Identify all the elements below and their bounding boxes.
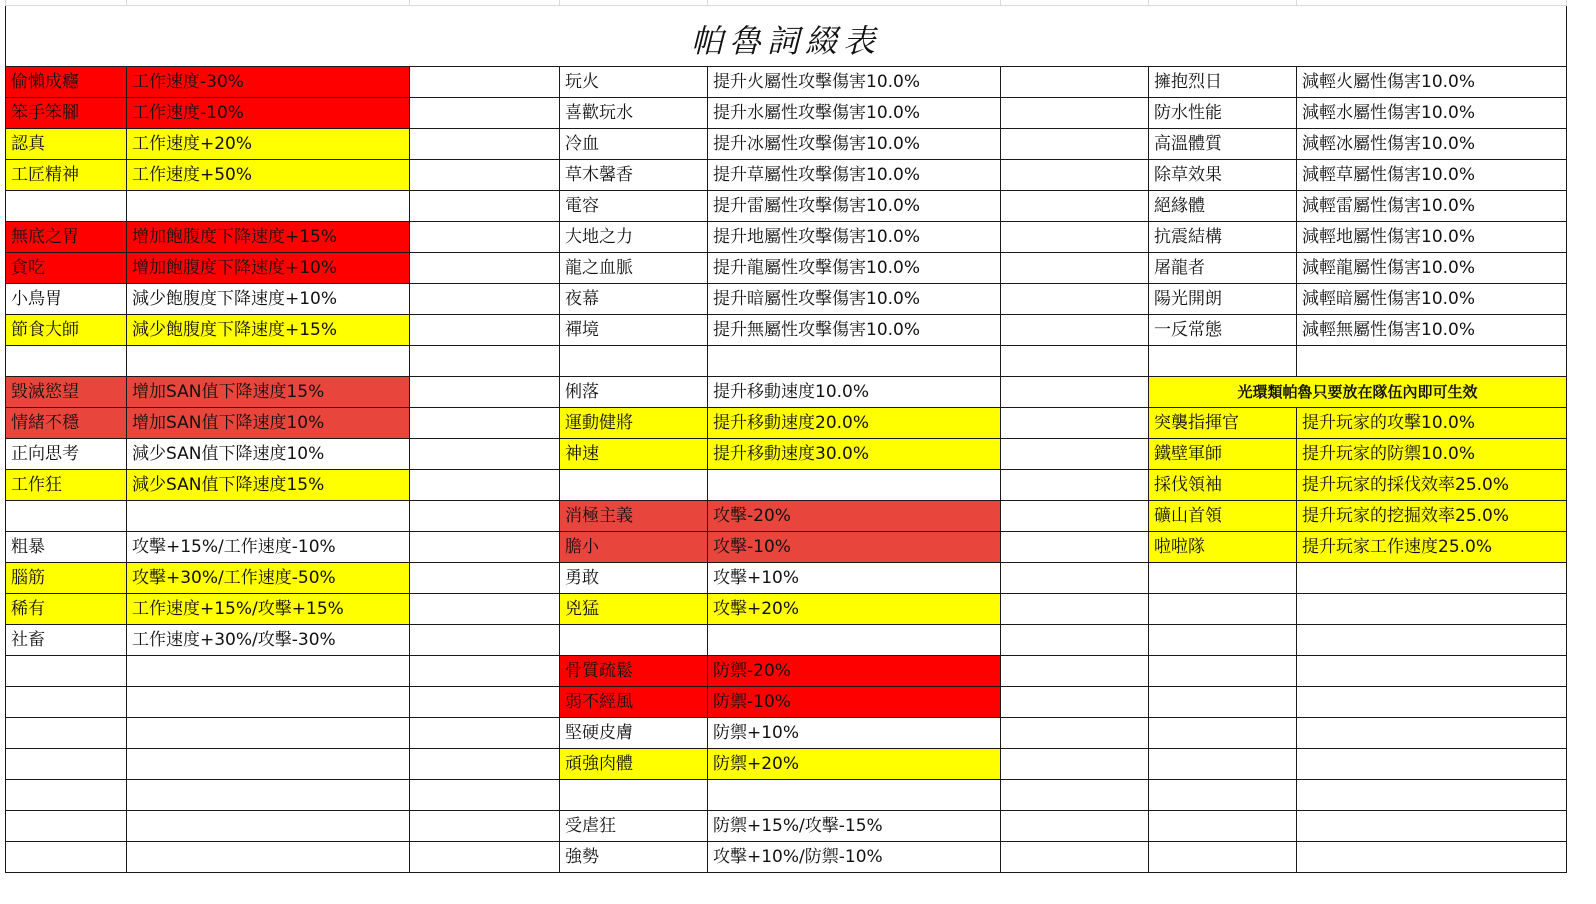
spacer-cell[interactable] (410, 780, 560, 811)
left-trait-effect[interactable]: 攻擊+15%/工作速度-10% (127, 532, 410, 563)
middle-trait-name[interactable]: 冷血 (560, 129, 708, 160)
left-trait-effect[interactable] (127, 191, 410, 222)
middle-trait-name[interactable]: 運動健將 (560, 408, 708, 439)
spacer-cell[interactable] (1001, 563, 1149, 594)
left-trait-name[interactable]: 毀滅慾望 (6, 377, 127, 408)
left-trait-effect[interactable]: 減少飽腹度下降速度+10% (127, 284, 410, 315)
spacer-cell[interactable] (410, 67, 560, 98)
spacer-cell[interactable] (1001, 811, 1149, 842)
left-trait-effect[interactable] (127, 656, 410, 687)
spacer-cell[interactable] (1001, 532, 1149, 563)
right-trait-effect[interactable]: 提升玩家工作速度25.0% (1297, 532, 1567, 563)
spacer-cell[interactable] (1001, 749, 1149, 780)
right-trait-effect[interactable]: 減輕暗屬性傷害10.0% (1297, 284, 1567, 315)
right-trait-effect[interactable]: 減輕雷屬性傷害10.0% (1297, 191, 1567, 222)
table-row (6, 439, 1567, 470)
left-trait-effect[interactable]: 增加SAN值下降速度15% (127, 377, 410, 408)
spacer-cell[interactable] (1001, 625, 1149, 656)
right-trait-name[interactable]: 防水性能 (1149, 98, 1297, 129)
right-trait-name[interactable] (1149, 718, 1297, 749)
middle-trait-name[interactable]: 草木馨香 (560, 160, 708, 191)
right-trait-effect[interactable]: 減輕地屬性傷害10.0% (1297, 222, 1567, 253)
right-trait-effect[interactable]: 提升玩家的挖掘效率25.0% (1297, 501, 1567, 532)
left-trait-name[interactable]: 工作狂 (6, 470, 127, 501)
title-row (6, 6, 1567, 67)
table-row (6, 780, 1567, 811)
middle-trait-name[interactable]: 消極主義 (560, 501, 708, 532)
middle-trait-effect[interactable] (708, 346, 1001, 377)
spacer-cell[interactable] (1001, 346, 1149, 377)
table-row (6, 408, 1567, 439)
right-trait-effect[interactable]: 減輕草屬性傷害10.0% (1297, 160, 1567, 191)
left-trait-effect[interactable]: 工作速度+20% (127, 129, 410, 160)
right-trait-effect[interactable] (1297, 594, 1567, 625)
right-trait-name[interactable] (1149, 811, 1297, 842)
spacer-cell[interactable] (410, 470, 560, 501)
spacer-cell[interactable] (1001, 222, 1149, 253)
middle-trait-name[interactable]: 勇敢 (560, 563, 708, 594)
spacer-cell[interactable] (410, 377, 560, 408)
middle-trait-effect[interactable]: 攻擊-10% (708, 532, 1001, 563)
right-trait-name[interactable] (1149, 625, 1297, 656)
spacer-cell[interactable] (1001, 718, 1149, 749)
spacer-cell[interactable] (1001, 470, 1149, 501)
left-trait-name[interactable] (6, 811, 127, 842)
middle-trait-effect[interactable]: 防禦-20% (708, 656, 1001, 687)
left-trait-effect[interactable] (127, 346, 410, 377)
middle-trait-effect[interactable]: 提升龍屬性攻擊傷害10.0% (708, 253, 1001, 284)
spacer-cell[interactable] (410, 749, 560, 780)
table-row (6, 377, 1567, 408)
spacer-cell[interactable] (410, 718, 560, 749)
right-trait-effect[interactable] (1297, 563, 1567, 594)
aura-note-banner[interactable]: 光環類帕魯只要放在隊伍內即可生效 (1149, 377, 1567, 408)
left-trait-name[interactable]: 稀有 (6, 594, 127, 625)
spacer-cell[interactable] (410, 98, 560, 129)
table-row (6, 129, 1567, 160)
table-row (6, 842, 1567, 873)
spacer-cell[interactable] (1001, 439, 1149, 470)
middle-trait-name[interactable]: 頑強肉體 (560, 749, 708, 780)
spacer-cell[interactable] (410, 594, 560, 625)
right-trait-name[interactable]: 除草效果 (1149, 160, 1297, 191)
left-trait-effect[interactable]: 攻擊+30%/工作速度-50% (127, 563, 410, 594)
left-trait-name[interactable]: 小鳥胃 (6, 284, 127, 315)
right-trait-effect[interactable]: 減輕無屬性傷害10.0% (1297, 315, 1567, 346)
right-trait-name[interactable]: 抗震結構 (1149, 222, 1297, 253)
spacer-cell[interactable] (410, 501, 560, 532)
right-trait-effect[interactable]: 減輕水屬性傷害10.0% (1297, 98, 1567, 129)
left-trait-effect[interactable]: 工作速度-10% (127, 98, 410, 129)
right-trait-name[interactable] (1149, 563, 1297, 594)
middle-trait-name[interactable]: 電容 (560, 191, 708, 222)
left-trait-effect[interactable]: 工作速度-30% (127, 67, 410, 98)
middle-trait-name[interactable]: 夜幕 (560, 284, 708, 315)
middle-trait-effect[interactable]: 提升移動速度20.0% (708, 408, 1001, 439)
left-trait-name[interactable] (6, 842, 127, 873)
table-row (6, 687, 1567, 718)
spacer-cell[interactable] (1001, 191, 1149, 222)
table-row (6, 594, 1567, 625)
middle-trait-name[interactable]: 受虐狂 (560, 811, 708, 842)
right-trait-name[interactable]: 絕緣體 (1149, 191, 1297, 222)
left-trait-effect[interactable]: 減少SAN值下降速度15% (127, 470, 410, 501)
spacer-cell[interactable] (410, 532, 560, 563)
left-trait-name[interactable] (6, 501, 127, 532)
table-row (6, 501, 1567, 532)
left-trait-name[interactable]: 工匠精神 (6, 160, 127, 191)
spacer-cell[interactable] (410, 346, 560, 377)
right-trait-effect[interactable]: 提升玩家的採伐效率25.0% (1297, 470, 1567, 501)
table-row (6, 191, 1567, 222)
middle-trait-effect[interactable]: 攻擊+10%/防禦-10% (708, 842, 1001, 873)
table-row (6, 563, 1567, 594)
left-trait-name[interactable]: 社畜 (6, 625, 127, 656)
middle-trait-effect[interactable] (708, 470, 1001, 501)
left-trait-effect[interactable]: 工作速度+30%/攻擊-30% (127, 625, 410, 656)
left-trait-effect[interactable] (127, 842, 410, 873)
left-trait-effect[interactable] (127, 718, 410, 749)
middle-trait-effect[interactable]: 防禦+15%/攻擊-15% (708, 811, 1001, 842)
spacer-cell[interactable] (1001, 594, 1149, 625)
spacer-cell[interactable] (1001, 284, 1149, 315)
middle-trait-name[interactable] (560, 780, 708, 811)
middle-trait-name[interactable]: 禪境 (560, 315, 708, 346)
spacer-cell[interactable] (1001, 780, 1149, 811)
middle-trait-name[interactable]: 堅硬皮膚 (560, 718, 708, 749)
right-trait-name[interactable] (1149, 687, 1297, 718)
middle-trait-effect[interactable]: 防禦+10% (708, 718, 1001, 749)
middle-trait-name[interactable]: 強勢 (560, 842, 708, 873)
middle-trait-effect[interactable]: 防禦+20% (708, 749, 1001, 780)
table-row (6, 346, 1567, 377)
middle-trait-effect[interactable]: 提升移動速度10.0% (708, 377, 1001, 408)
right-trait-name[interactable]: 鐵壁軍師 (1149, 439, 1297, 470)
left-trait-name[interactable] (6, 191, 127, 222)
spacer-cell[interactable] (410, 191, 560, 222)
middle-trait-effect[interactable]: 攻擊+20% (708, 594, 1001, 625)
table-row (6, 160, 1567, 191)
right-trait-name[interactable] (1149, 749, 1297, 780)
right-trait-name[interactable]: 高溫體質 (1149, 129, 1297, 160)
spacer-cell[interactable] (1001, 98, 1149, 129)
right-trait-name[interactable] (1149, 346, 1297, 377)
spacer-cell[interactable] (410, 656, 560, 687)
left-trait-effect[interactable]: 減少SAN值下降速度10% (127, 439, 410, 470)
middle-trait-name[interactable]: 神速 (560, 439, 708, 470)
middle-trait-effect[interactable] (708, 625, 1001, 656)
spacer-cell[interactable] (410, 284, 560, 315)
spacer-cell[interactable] (410, 222, 560, 253)
middle-trait-effect[interactable]: 提升暗屬性攻擊傷害10.0% (708, 284, 1001, 315)
left-trait-name[interactable] (6, 749, 127, 780)
left-trait-effect[interactable] (127, 749, 410, 780)
middle-trait-effect[interactable]: 提升草屬性攻擊傷害10.0% (708, 160, 1001, 191)
spacer-cell[interactable] (410, 408, 560, 439)
spacer-cell[interactable] (410, 439, 560, 470)
right-trait-name[interactable]: 採伐領袖 (1149, 470, 1297, 501)
middle-trait-name[interactable]: 大地之力 (560, 222, 708, 253)
middle-trait-name[interactable]: 骨質疏鬆 (560, 656, 708, 687)
right-trait-name[interactable] (1149, 594, 1297, 625)
left-trait-effect[interactable]: 工作速度+15%/攻擊+15% (127, 594, 410, 625)
right-trait-name[interactable]: 擁抱烈日 (1149, 67, 1297, 98)
table-row (6, 749, 1567, 780)
spacer-cell[interactable] (1001, 408, 1149, 439)
right-trait-effect[interactable]: 減輕龍屬性傷害10.0% (1297, 253, 1567, 284)
left-trait-name[interactable]: 認真 (6, 129, 127, 160)
left-trait-effect[interactable]: 工作速度+50% (127, 160, 410, 191)
title-cell[interactable] (6, 6, 1567, 67)
spacer-cell[interactable] (410, 253, 560, 284)
left-trait-name[interactable]: 貪吃 (6, 253, 127, 284)
right-trait-name[interactable]: 屠龍者 (1149, 253, 1297, 284)
right-trait-name[interactable] (1149, 842, 1297, 873)
spacer-cell[interactable] (410, 563, 560, 594)
table-row (6, 811, 1567, 842)
left-trait-effect[interactable]: 增加飽腹度下降速度+10% (127, 253, 410, 284)
table-row (6, 718, 1567, 749)
middle-trait-name[interactable]: 龍之血脈 (560, 253, 708, 284)
right-trait-effect[interactable] (1297, 842, 1567, 873)
left-trait-effect[interactable] (127, 687, 410, 718)
spacer-cell[interactable] (1001, 656, 1149, 687)
table-row (6, 470, 1567, 501)
spacer-cell[interactable] (1001, 129, 1149, 160)
table-row (6, 284, 1567, 315)
middle-trait-effect[interactable]: 攻擊-20% (708, 501, 1001, 532)
spacer-cell[interactable] (1001, 501, 1149, 532)
spacer-cell[interactable] (410, 687, 560, 718)
middle-trait-effect[interactable]: 提升地屬性攻擊傷害10.0% (708, 222, 1001, 253)
middle-trait-name[interactable] (560, 346, 708, 377)
table-row (6, 625, 1567, 656)
middle-trait-name[interactable] (560, 470, 708, 501)
table-row (6, 98, 1567, 129)
spacer-cell[interactable] (410, 811, 560, 842)
right-trait-effect[interactable]: 減輕冰屬性傷害10.0% (1297, 129, 1567, 160)
right-trait-effect[interactable] (1297, 346, 1567, 377)
left-trait-effect[interactable]: 增加SAN值下降速度10% (127, 408, 410, 439)
left-trait-name[interactable] (6, 656, 127, 687)
spacer-cell[interactable] (1001, 160, 1149, 191)
right-trait-name[interactable] (1149, 656, 1297, 687)
right-trait-effect[interactable] (1297, 718, 1567, 749)
middle-trait-effect[interactable]: 提升火屬性攻擊傷害10.0% (708, 67, 1001, 98)
middle-trait-name[interactable]: 弱不經風 (560, 687, 708, 718)
right-trait-name[interactable]: 突襲指揮官 (1149, 408, 1297, 439)
right-trait-effect[interactable] (1297, 749, 1567, 780)
passive-skill-table (5, 0, 1567, 873)
right-trait-name[interactable]: 一反常態 (1149, 315, 1297, 346)
left-trait-name[interactable]: 無底之胃 (6, 222, 127, 253)
right-trait-effect[interactable]: 提升玩家的防禦10.0% (1297, 439, 1567, 470)
middle-trait-effect[interactable]: 攻擊+10% (708, 563, 1001, 594)
middle-trait-effect[interactable]: 提升無屬性攻擊傷害10.0% (708, 315, 1001, 346)
table-row (6, 656, 1567, 687)
table-row (6, 315, 1567, 346)
right-trait-name[interactable]: 陽光開朗 (1149, 284, 1297, 315)
left-trait-name[interactable]: 節食大師 (6, 315, 127, 346)
middle-trait-effect[interactable]: 提升移動速度30.0% (708, 439, 1001, 470)
left-trait-effect[interactable] (127, 501, 410, 532)
right-trait-name[interactable]: 礦山首領 (1149, 501, 1297, 532)
right-trait-effect[interactable]: 提升玩家的攻擊10.0% (1297, 408, 1567, 439)
right-trait-effect[interactable]: 減輕火屬性傷害10.0% (1297, 67, 1567, 98)
table-row (6, 67, 1567, 98)
table-row (6, 222, 1567, 253)
right-trait-effect[interactable] (1297, 811, 1567, 842)
middle-trait-name[interactable]: 俐落 (560, 377, 708, 408)
middle-trait-name[interactable]: 兇猛 (560, 594, 708, 625)
right-trait-name[interactable] (1149, 780, 1297, 811)
middle-trait-effect[interactable]: 提升冰屬性攻擊傷害10.0% (708, 129, 1001, 160)
middle-trait-effect[interactable]: 提升水屬性攻擊傷害10.0% (708, 98, 1001, 129)
spacer-cell[interactable] (410, 129, 560, 160)
right-trait-name[interactable]: 啦啦隊 (1149, 532, 1297, 563)
right-trait-effect[interactable] (1297, 625, 1567, 656)
table-row (6, 253, 1567, 284)
middle-trait-name[interactable]: 喜歡玩水 (560, 98, 708, 129)
spacer-cell[interactable] (410, 842, 560, 873)
spacer-cell[interactable] (410, 315, 560, 346)
middle-trait-effect[interactable] (708, 780, 1001, 811)
middle-trait-name[interactable]: 膽小 (560, 532, 708, 563)
left-trait-name[interactable]: 情緒不穩 (6, 408, 127, 439)
left-trait-name[interactable] (6, 718, 127, 749)
spacer-cell[interactable] (410, 160, 560, 191)
spacer-cell[interactable] (1001, 67, 1149, 98)
left-trait-name[interactable] (6, 687, 127, 718)
middle-trait-effect[interactable]: 提升雷屬性攻擊傷害10.0% (708, 191, 1001, 222)
left-trait-name[interactable]: 偷懶成癮 (6, 67, 127, 98)
left-trait-name[interactable] (6, 346, 127, 377)
left-trait-name[interactable]: 腦筋 (6, 563, 127, 594)
left-trait-name[interactable]: 正向思考 (6, 439, 127, 470)
left-trait-name[interactable] (6, 780, 127, 811)
left-trait-name[interactable]: 笨手笨腳 (6, 98, 127, 129)
left-trait-name[interactable]: 粗暴 (6, 532, 127, 563)
spacer-cell[interactable] (1001, 315, 1149, 346)
spacer-cell[interactable] (1001, 377, 1149, 408)
middle-trait-effect[interactable]: 防禦-10% (708, 687, 1001, 718)
right-trait-effect[interactable] (1297, 780, 1567, 811)
spacer-cell[interactable] (1001, 842, 1149, 873)
left-trait-effect[interactable] (127, 811, 410, 842)
spacer-cell[interactable] (1001, 253, 1149, 284)
sheet-title: 帕魯詞綴表 (690, 22, 881, 60)
spacer-cell[interactable] (410, 625, 560, 656)
right-trait-effect[interactable] (1297, 656, 1567, 687)
middle-trait-name[interactable] (560, 625, 708, 656)
spacer-cell[interactable] (1001, 687, 1149, 718)
left-trait-effect[interactable]: 減少飽腹度下降速度+15% (127, 315, 410, 346)
middle-trait-name[interactable]: 玩火 (560, 67, 708, 98)
right-trait-effect[interactable] (1297, 687, 1567, 718)
table-row (6, 532, 1567, 563)
left-trait-effect[interactable] (127, 780, 410, 811)
left-trait-effect[interactable]: 增加飽腹度下降速度+15% (127, 222, 410, 253)
